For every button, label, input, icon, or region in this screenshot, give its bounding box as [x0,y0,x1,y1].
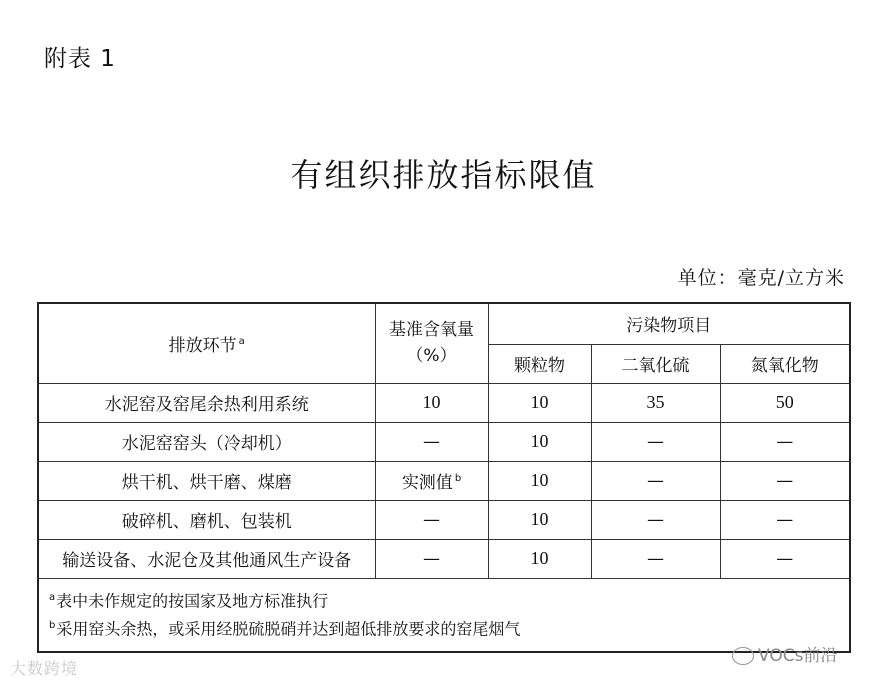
header-pm: 颗粒物 [488,344,591,383]
row-nox-value: — [776,470,794,491]
header-process-sup: a [238,336,245,348]
watermark-left: 大数跨境 [10,659,79,678]
table-row [38,422,850,461]
row-so2 [591,539,720,578]
row-oxygen [375,461,488,500]
row-process [38,539,375,578]
header-pollutants: 污染物项目 [488,303,850,344]
row-so2 [591,500,720,539]
watermark-right [732,641,837,666]
row-pm [488,539,591,578]
row-so2 [591,422,720,461]
table-row [38,383,850,422]
row-nox-value: — [776,431,794,452]
row-pm-value: 10 [530,470,549,490]
row-oxygen-value: 10 [422,392,441,412]
row-nox-value: — [776,548,794,569]
row-pm-value: 10 [530,548,549,568]
row-process-value: 水泥窑及窑尾余热利用系统 [104,395,309,415]
unit-label: 单位：毫克/立方米 [677,267,845,289]
row-so2 [591,383,720,422]
header-oxygen [375,303,488,383]
row-oxygen-value: — [423,509,440,530]
row-so2-value: — [647,470,664,491]
row-nox [720,383,850,422]
row-pm [488,383,591,422]
watermark-right-text: VOCs前沿 [758,646,838,666]
row-nox [720,500,850,539]
note-b-mark: b [49,619,56,631]
row-pm-value: 10 [530,509,549,529]
row-oxygen [375,539,488,578]
row-oxygen [375,383,488,422]
header-nox: 氮氧化物 [720,344,850,383]
row-oxygen-sup: b [454,473,462,485]
row-process [38,422,375,461]
row-nox [720,422,850,461]
row-pm-value: 10 [530,392,549,412]
row-oxygen-value: 实测值 [401,473,453,493]
row-nox [720,461,850,500]
row-pm [488,500,591,539]
note-b [49,613,839,641]
note-a [49,585,839,613]
row-process [38,383,375,422]
row-oxygen-value: — [423,548,440,569]
row-process-value: 破碎机、磨机、包装机 [121,512,292,532]
header-oxygen-line1: 基准含氧量 [389,320,474,341]
table-body [38,383,850,578]
row-process-value: 烘干机、烘干磨、煤磨 [121,473,292,493]
table-row [38,539,850,578]
row-oxygen [375,500,488,539]
row-nox-value: — [776,509,794,530]
note-a-mark: a [49,591,56,603]
row-pm [488,422,591,461]
header-so2: 二氧化硫 [591,344,720,383]
table-row [38,461,850,500]
table-notes [38,578,850,652]
row-pm [488,461,591,500]
row-so2-value: 35 [646,392,665,412]
header-process-label: 排放环节 [168,335,237,356]
chat-bubble-icon [732,647,754,665]
page-title: 有组织排放指标限值 [290,156,597,194]
row-nox [720,539,850,578]
row-so2-value: — [647,431,664,452]
row-process [38,500,375,539]
row-oxygen-value: — [423,431,440,452]
row-nox-value: 50 [775,392,794,412]
header-process [38,303,375,383]
row-pm-value: 10 [530,431,549,451]
row-so2-value: — [647,509,664,530]
header-oxygen-line2: （%） [406,346,457,367]
table-row [38,500,850,539]
note-b-text: 采用窑头余热，或采用经脱硫脱硝并达到超低排放要求的窑尾烟气 [56,619,521,639]
row-so2 [591,461,720,500]
appendix-label: 附表 1 [44,46,116,72]
emission-limits-table [37,302,851,653]
note-a-text: 表中未作规定的按国家及地方标准执行 [56,590,329,610]
row-so2-value: — [647,548,664,569]
row-oxygen [375,422,488,461]
row-process-value: 输送设备、水泥仓及其他通风生产设备 [62,551,352,571]
row-process [38,461,375,500]
row-process-value: 水泥窑窑头（冷却机） [121,434,292,454]
